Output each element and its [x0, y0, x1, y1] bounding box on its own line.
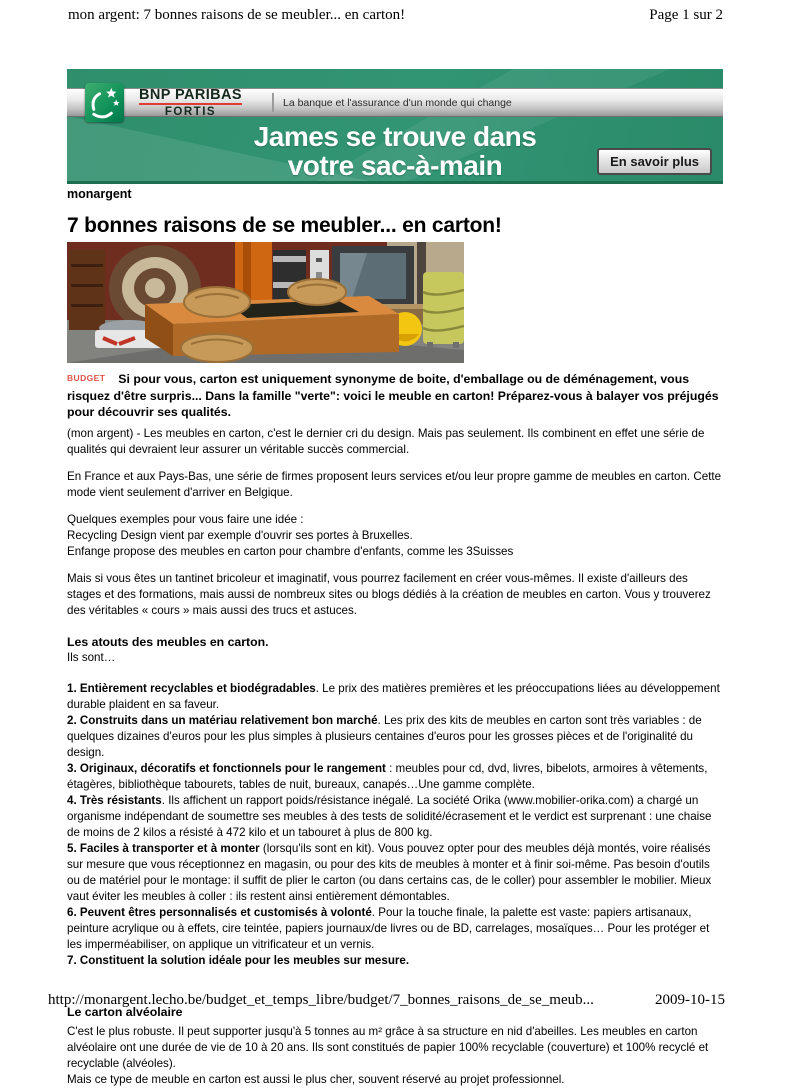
alveolaire-text: Mais ce type de meuble en carton est aussi le plus cher, souvent réservé au projet professionnel. [67, 1073, 565, 1086]
print-header-title: mon argent: 7 bonnes raisons de se meubler... en carton! [68, 7, 406, 23]
brand-name: BNP PARIBAS [139, 87, 242, 103]
bnp-paribas-fortis-ad-banner[interactable] [67, 69, 723, 184]
list-item-text: . Ils affichent un rapport poids/résistance inégalé. La société Orika (www.mobilier-orika.com) a chargé un organisme indépendant de soumettre ses meubles à des tests de solidité/écrasement et le verdict est surprenant : une chaise de moins de 2 kilos a résisté à 472 kilo et un tabouret à plus de 800 kg. [67, 794, 712, 839]
list-item-text: . Les prix des kits de meubles en carton sont très variables : de quelques dizaines d'euros pour les plus simples à plusieurs centaines d'euros pour les grosses pièces et de l'originalité du design. [67, 714, 702, 759]
brand-separator [272, 93, 274, 112]
site-label: monargent [67, 187, 132, 201]
atouts-list [67, 681, 723, 969]
article-photo [67, 242, 464, 363]
article [67, 187, 723, 1088]
examples-block [67, 512, 723, 560]
alveolaire-text: C'est le plus robuste. Il peut supporter jusqu'à 5 tonnes au m² grâce à sa structure en nid d'abeilles. Les meubles en carton alvéolaire ont une durée de vie de 10 à 20 ans. Ils sont constitués de papier 100% recyclable (couverture) et 100% recyclé et recyclable (alvéoles). [67, 1025, 709, 1070]
ad-headline-line2: votre sac-à-main [287, 150, 503, 181]
en-savoir-plus-button[interactable]: En savoir plus [597, 148, 712, 175]
article-intro [67, 371, 723, 420]
list-item-text: . Le prix des matières premières et les préoccupations liées au développement durable plaident en sa faveur. [67, 682, 720, 711]
page-indicator: Page 1 sur 2 [649, 7, 723, 23]
section-heading-atouts: Les atouts des meubles en carton. [67, 635, 269, 649]
example-line: Enfange propose des meubles en carton pour chambre d'enfants, comme les 3Suisses [67, 545, 514, 558]
source-url: http://monargent.lecho.be/budget_et_temps_libre/budget/7_bonnes_raisons_de_se_meub... [48, 992, 594, 1008]
bnp-paribas-fortis-logo-icon [85, 83, 124, 122]
ad-headline-line1: James se trouve dans [253, 121, 537, 152]
article-paragraph: (mon argent) - Les meubles en carton, c'est le dernier cri du design. Mais pas seulement. Ils combinent en effet une série de qualités qui devraient leur assurer un véritable succès commercial. [67, 427, 705, 456]
list-item [67, 953, 723, 969]
list-item-lead: 3. Originaux, décoratifs et fonctionnels pour le rangement [67, 762, 386, 775]
brand-tagline: La banque et l'assurance d'un monde qui change [283, 97, 512, 109]
print-footer [48, 992, 725, 1009]
atouts-lead: Ils sont… [67, 651, 116, 664]
alveolaire-body [67, 1024, 723, 1088]
print-date: 2009-10-15 [655, 992, 725, 1008]
list-item-lead: 5. Faciles à transporter et à monter [67, 842, 260, 855]
list-item [67, 713, 723, 761]
list-item-lead: 7. Constituent la solution idéale pour les meubles sur mesure. [67, 954, 410, 967]
article-paragraph: Mais si vous êtes un tantinet bricoleur et imaginatif, vous pourrez facilement en créer vous-mêmes. Il existe d'ailleurs des stages et des formations, mais aussi de nombreux sites ou blogs dédiés à la création de meubles en carton. Vous y trouverez des véritables « cours » mais aussi des trucs et astuces. [67, 572, 711, 617]
list-item-lead: 2. Construits dans un matériau relativement bon marché [67, 714, 378, 727]
section-heading-alveolaire: Le carton alvéolaire [67, 1005, 183, 1019]
list-item-text: . Pour la touche finale, la palette est vaste: papiers artisanaux, peinture acrylique ou à effets, cire teintée, papiers journaux/de livres ou de BD, carrelages, mosaïques… Pour les protéger et les imperméabiliser, on applique un vitrificateur et un vernis. [67, 906, 710, 951]
list-item-text: (lorsqu'ils sont en kit). Vous pouvez opter pour des meubles déjà montés, voire réalisés sur mesure que vous réceptionnez en magasin, ou pour des kits de meubles à monter et à finir soi-même. Pas besoin d'outils ou de matériel pour le montage: il suffit de plier le carton (ou dans certains cas, de le coller) pour assembler le mobilier. Mieux vaut éviter les meubles à coller : ils restent ainsi entièrement démontables. [67, 842, 712, 903]
article-paragraph: En France et aux Pays-Bas, une série de firmes proposent leurs services et/ou leur propre gamme de meubles en carton. Cette mode vient seulement d'arriver en Belgique. [67, 470, 722, 499]
print-header [68, 7, 723, 24]
list-item [67, 761, 723, 793]
brand-subname: FORTIS [164, 106, 217, 118]
category-badge: BUDGET [67, 373, 106, 383]
list-item-lead: 6. Peuvent êtres personnalisés et customisés à volonté [67, 906, 372, 919]
article-intro-text: Si pour vous, carton est uniquement synonyme de boite, d'emballage ou de déménagement, vous risquez d'être surpris... Dans la famille "verte": voici le meuble en carton! Préparez-vous à balayer vos préjugés pour découvrir ses qualités. [67, 372, 719, 419]
list-item-text: : meubles pour cd, dvd, livres, bibelots, armoires à vêtements, étagères, bibliothèque tabourets, tables de nuit, bureaux, canapés…Une gamme complète. [67, 762, 708, 791]
list-item-lead: 1. Entièrement recyclables et biodégradables [67, 682, 316, 695]
example-line: Quelques exemples pour vous faire une idée : [67, 513, 304, 526]
list-item [67, 905, 723, 953]
list-item [67, 793, 723, 841]
example-line: Recycling Design vient par exemple d'ouvrir ses portes à Bruxelles. [67, 529, 413, 542]
list-item [67, 681, 723, 713]
brand-wordmark [139, 89, 242, 118]
list-item [67, 841, 723, 905]
article-title: 7 bonnes raisons de se meubler... en carton! [67, 214, 502, 237]
list-item-lead: 4. Très résistants [67, 794, 162, 807]
